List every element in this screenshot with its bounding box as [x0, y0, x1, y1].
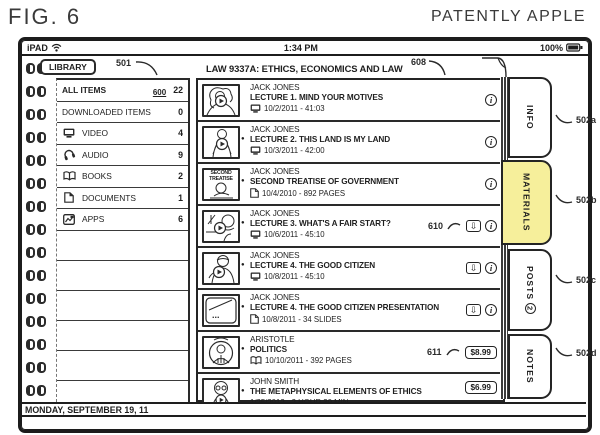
- info-button[interactable]: i: [485, 262, 497, 274]
- device-label: iPAD: [27, 42, 48, 53]
- video-thumbnail: [202, 84, 240, 117]
- ref-502d: 502d: [576, 348, 597, 358]
- tab-materials[interactable]: [501, 160, 552, 245]
- item-count: 9: [178, 149, 183, 160]
- spiral-ring: [26, 247, 50, 258]
- info-button[interactable]: i: [485, 136, 497, 148]
- sidebar-item-documents[interactable]: [57, 188, 188, 210]
- price-button[interactable]: $8.99: [465, 346, 498, 359]
- sidebar-empty-row: [57, 231, 188, 261]
- item-title: ● LECTURE 4. THE GOOD CITIZEN: [250, 261, 427, 270]
- ref-600: 600: [152, 87, 167, 97]
- sidebar-item-all-items[interactable]: [57, 80, 188, 102]
- item-meta: 10/10/2011 - 392 PAGES: [265, 356, 352, 365]
- clock: 1:34 PM: [283, 42, 318, 53]
- ref-501: 501: [116, 58, 132, 68]
- document-icon: [250, 188, 259, 198]
- list-item[interactable]: [198, 122, 503, 164]
- download-button[interactable]: ⇩: [466, 220, 481, 232]
- ref-502b-callout: [555, 193, 597, 207]
- ref-610: 610: [427, 221, 443, 231]
- spiral-ring: [26, 316, 50, 327]
- item-count: 6: [178, 214, 183, 225]
- current-date: MONDAY, SEPTEMBER 19, 11: [25, 404, 149, 415]
- spiral-ring: [26, 201, 50, 212]
- list-item[interactable]: [198, 248, 503, 290]
- ref-502d-callout: [555, 346, 597, 360]
- sidebar-item-label: ALL ITEMS: [62, 85, 107, 96]
- status-bar: [22, 41, 588, 56]
- sidebar-item-label: VIDEO: [82, 128, 109, 139]
- spiral-ring: [26, 109, 50, 120]
- spiral-ring: [26, 362, 50, 373]
- sidebar-item-books[interactable]: [57, 166, 188, 188]
- open-book-icon: [250, 356, 262, 365]
- item-author: JACK JONES: [250, 251, 300, 260]
- sidebar-item-label: DOCUMENTS: [82, 192, 136, 203]
- info-button[interactable]: i: [485, 304, 497, 316]
- item-count: 1: [178, 192, 183, 203]
- date-bar: [22, 402, 586, 417]
- spiral-ring: [26, 293, 50, 304]
- list-item[interactable]: [198, 80, 503, 122]
- monitor-icon: [250, 230, 261, 239]
- ref-501-leader: [135, 60, 163, 77]
- wifi-icon: [51, 43, 62, 52]
- sidebar-item-label: APPS: [82, 214, 105, 225]
- tab-posts[interactable]: [508, 249, 552, 331]
- spiral-ring: [26, 339, 50, 350]
- item-meta: 10/6/2011 - 45:10: [264, 230, 325, 239]
- ref-610-leader: [447, 221, 462, 231]
- monitor-icon: [250, 272, 261, 281]
- sidebar-item-label: BOOKS: [82, 171, 112, 182]
- tab-label: INFO: [525, 105, 535, 130]
- presentation-thumbnail: [202, 294, 240, 327]
- document-icon: [62, 192, 76, 203]
- item-count: 2: [178, 171, 183, 182]
- materials-list: [196, 78, 505, 402]
- ref-611-leader: [446, 347, 461, 357]
- monitor-icon: [250, 104, 261, 113]
- list-item[interactable]: [198, 332, 503, 374]
- sidebar-item-video[interactable]: [57, 123, 188, 145]
- ref-608-leader: [428, 59, 452, 77]
- library-button[interactable]: LIBRARY: [40, 59, 96, 75]
- monitor-icon: [62, 128, 76, 138]
- item-meta: 10/2/2011 - 41:03: [264, 104, 325, 113]
- spiral-ring: [26, 178, 50, 189]
- item-meta: 10/8/2011 - 34 SLIDES: [262, 314, 342, 324]
- tab-notes[interactable]: [508, 334, 552, 399]
- spiral-ring: [26, 385, 50, 396]
- ref-leader: [555, 193, 575, 207]
- tab-label: MATERIALS: [521, 173, 532, 232]
- sidebar-empty-row: [57, 351, 188, 381]
- credit-label: PATENTLY APPLE: [431, 8, 586, 25]
- item-meta: 10/3/2011 - 42:00: [264, 146, 325, 155]
- item-count: 22: [173, 85, 183, 96]
- book-thumbnail: [202, 168, 240, 201]
- ref-502c: 502c: [576, 275, 597, 285]
- item-author: JACK JONES: [250, 209, 300, 218]
- item-title: ● LECTURE 3. WHAT'S A FAIR START?: [250, 219, 427, 228]
- tab-label: POSTS: [525, 265, 535, 301]
- monitor-icon: [250, 146, 261, 155]
- sidebar-item-label: DOWNLOADED ITEMS: [62, 106, 151, 117]
- battery-percent: 100%: [539, 42, 563, 53]
- info-button[interactable]: i: [485, 220, 497, 232]
- item-title: ● THE METAPHYSICAL ELEMENTS OF ETHICS: [250, 387, 427, 396]
- item-title: ● LECTURE 2. THIS LAND IS MY LAND: [250, 135, 427, 144]
- video-thumbnail: [202, 126, 240, 159]
- sidebar-item-apps[interactable]: [57, 209, 188, 231]
- sidebar-item-label: AUDIO: [82, 149, 109, 160]
- info-button[interactable]: i: [485, 178, 497, 190]
- thumbnail-text: SECOND TREATISE: [209, 170, 233, 182]
- item-author: JACK JONES: [250, 293, 300, 302]
- ref-611: 611: [426, 347, 442, 357]
- sidebar-empty-row: [57, 291, 188, 321]
- item-title: ● POLITICS: [250, 345, 427, 354]
- ref-502a: 502a: [576, 115, 597, 125]
- item-author: JACK JONES: [250, 125, 300, 134]
- library-sidebar: [56, 78, 190, 402]
- spiral-ring: [26, 155, 50, 166]
- battery-icon: [566, 43, 583, 52]
- ref-608: 608: [411, 57, 427, 67]
- spiral-ring: [26, 224, 50, 235]
- tab-label: NOTES: [525, 349, 535, 384]
- item-author: JACK JONES: [250, 167, 300, 176]
- tab-info[interactable]: [508, 77, 552, 158]
- price-button[interactable]: $6.99: [465, 381, 498, 394]
- video-thumbnail: [202, 210, 240, 243]
- svg-text:...: ...: [212, 310, 220, 320]
- spiral-ring: [26, 270, 50, 281]
- item-meta: 10/4/2010 - 892 PAGES: [262, 188, 346, 198]
- sidebar-empty-row: [57, 321, 188, 351]
- sidebar-item-audio[interactable]: [57, 145, 188, 167]
- posts-count-badge: 2: [525, 303, 536, 314]
- spiral-ring: [26, 86, 50, 97]
- item-author: ARISTOTLE: [250, 335, 295, 344]
- ipad-frame: [18, 37, 597, 433]
- sidebar-empty-row: [57, 261, 188, 291]
- item-title: LECTURE 1. MIND YOUR MOTIVES: [250, 93, 384, 102]
- open-book-icon: [62, 171, 76, 181]
- spiral-ring: [26, 132, 50, 143]
- course-title: LAW 9337A: ETHICS, ECONOMICS AND LAW: [206, 63, 403, 74]
- item-author: JOHN SMITH: [250, 377, 300, 386]
- item-count: 4: [178, 128, 183, 139]
- item-count: 0: [178, 106, 183, 117]
- list-item[interactable]: [198, 290, 503, 332]
- item-meta: 10/8/2011 - 45:10: [264, 272, 325, 281]
- figure-label: FIG. 6: [8, 4, 82, 29]
- list-item[interactable]: [198, 164, 503, 206]
- list-item[interactable]: [198, 206, 503, 248]
- item-title: ● LECTURE 4. THE GOOD CITIZEN PRESENTATION: [250, 303, 427, 312]
- ref-502b: 502b: [576, 195, 597, 205]
- info-button[interactable]: i: [485, 94, 497, 106]
- ref-leader: [555, 273, 575, 287]
- headphones-icon: [62, 149, 76, 160]
- ipad-screen: [21, 40, 597, 430]
- download-button[interactable]: ⇩: [466, 262, 481, 274]
- download-button[interactable]: ⇩: [466, 304, 481, 316]
- ref-leader: [555, 113, 575, 127]
- sidebar-item-downloaded-items[interactable]: [57, 102, 188, 124]
- apps-icon: [62, 214, 76, 225]
- ref-502a-callout: [555, 113, 596, 127]
- item-author: JACK JONES: [250, 83, 300, 92]
- ref-502c-callout: [555, 273, 596, 287]
- item-title: ● SECOND TREATISE OF GOVERNMENT: [250, 177, 427, 186]
- page-curl-icon: [480, 56, 508, 78]
- book-thumbnail: [202, 336, 240, 369]
- ref-leader: [555, 346, 575, 360]
- video-thumbnail: [202, 252, 240, 285]
- document-icon: [250, 314, 259, 324]
